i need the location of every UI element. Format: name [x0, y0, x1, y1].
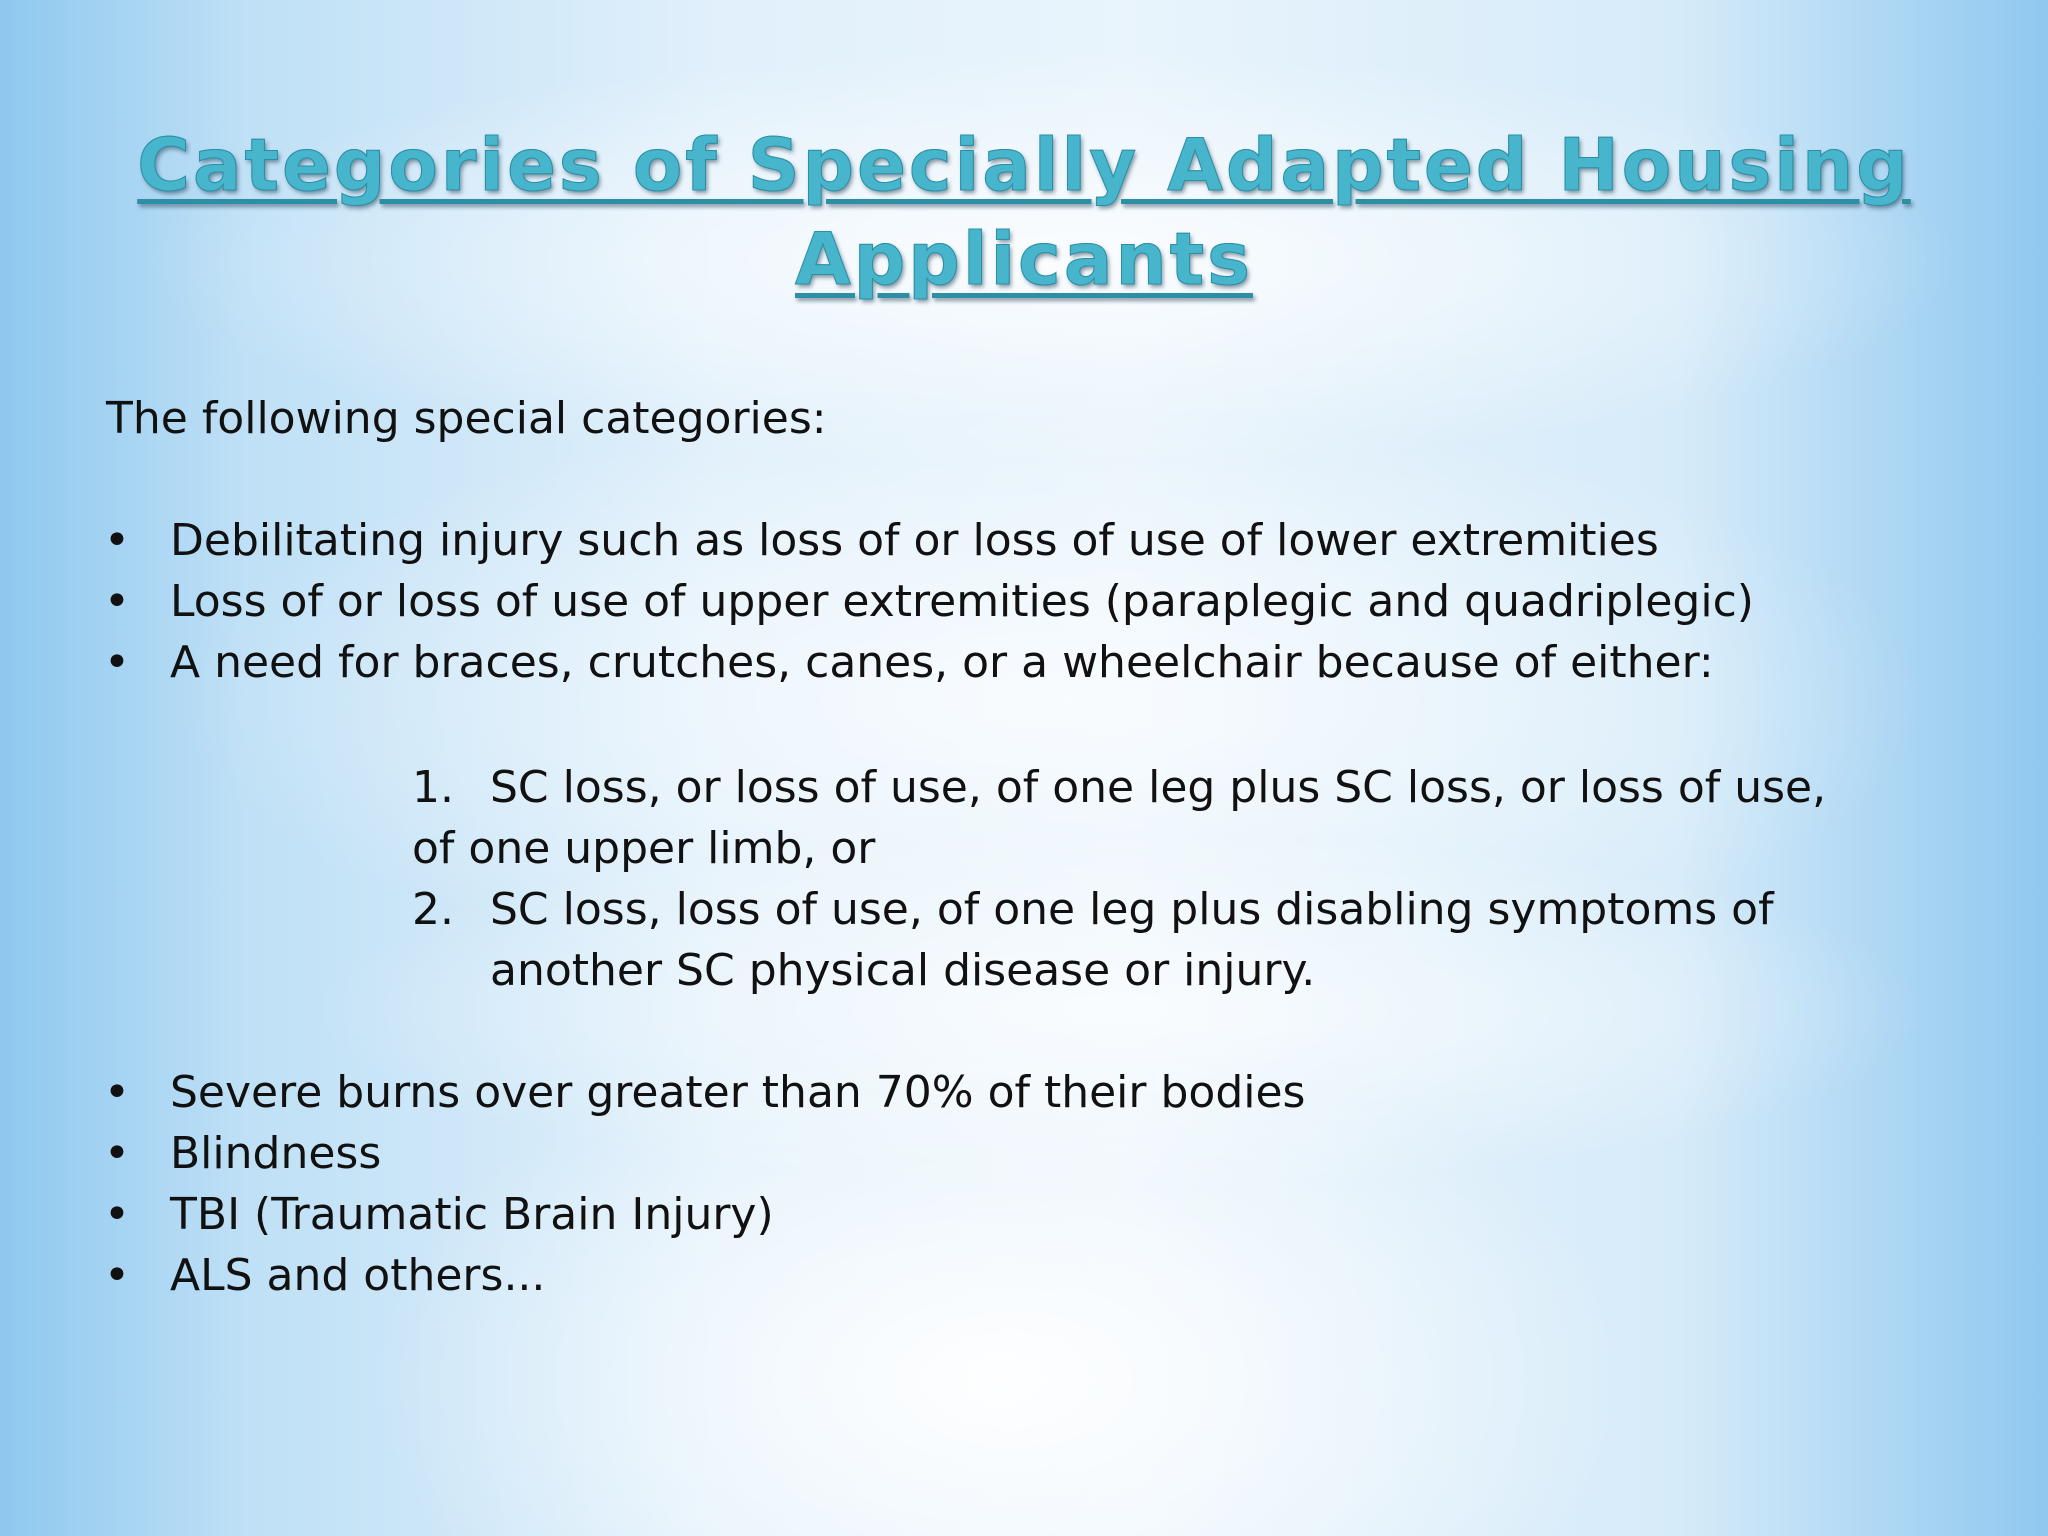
item-text-line-2: of one upper limb, or	[412, 823, 876, 874]
item-text-line-2: another SC physical disease or injury.	[490, 945, 1316, 996]
bullet-icon: •	[104, 1250, 130, 1301]
bullet-icon: •	[104, 1189, 130, 1240]
bullet-item	[104, 1184, 1305, 1245]
slide-title-line-1: Categories of Specially Adapted Housing	[137, 123, 1911, 207]
bullet-icon: •	[104, 1067, 130, 1118]
bullet-item	[104, 1123, 1305, 1184]
bullet-icon: •	[104, 1128, 130, 1179]
bullet-text: ALS and others...	[170, 1250, 546, 1301]
item-number: 1.	[412, 762, 454, 813]
numbered-item-1	[412, 757, 1972, 879]
bullet-text: Severe burns over greater than 70% of their bodies	[170, 1067, 1306, 1118]
item-text-line-1: SC loss, or loss of use, of one leg plus SC loss, or loss of use,	[490, 762, 1827, 813]
slide-title	[0, 118, 2048, 306]
bullet-text: Blindness	[170, 1128, 382, 1179]
bullet-item	[104, 1245, 1305, 1306]
bullet-item	[104, 571, 1754, 632]
bullet-item	[104, 510, 1754, 571]
item-text-line-1: SC loss, loss of use, of one leg plus disabling symptoms of	[490, 884, 1774, 935]
bullet-icon: •	[104, 515, 130, 566]
item-number: 2.	[412, 884, 454, 935]
bullet-text: TBI (Traumatic Brain Injury)	[170, 1189, 774, 1240]
slide-title-line-2: Applicants	[795, 217, 1253, 301]
bullet-item	[104, 632, 1754, 693]
bullet-list-top	[104, 510, 1754, 693]
bullet-list-bottom	[104, 1062, 1305, 1306]
bullet-icon: •	[104, 576, 130, 627]
bullet-text: Debilitating injury such as loss of or loss of use of lower extremities	[170, 515, 1659, 566]
bullet-text: A need for braces, crutches, canes, or a wheelchair because of either:	[170, 637, 1714, 688]
bullet-icon: •	[104, 637, 130, 688]
bullet-text: Loss of or loss of use of upper extremities (paraplegic and quadriplegic)	[170, 576, 1754, 627]
intro-text: The following special categories:	[106, 393, 827, 444]
bullet-item	[104, 1062, 1305, 1123]
numbered-list	[412, 757, 1972, 1001]
numbered-item-2	[412, 879, 1972, 1001]
